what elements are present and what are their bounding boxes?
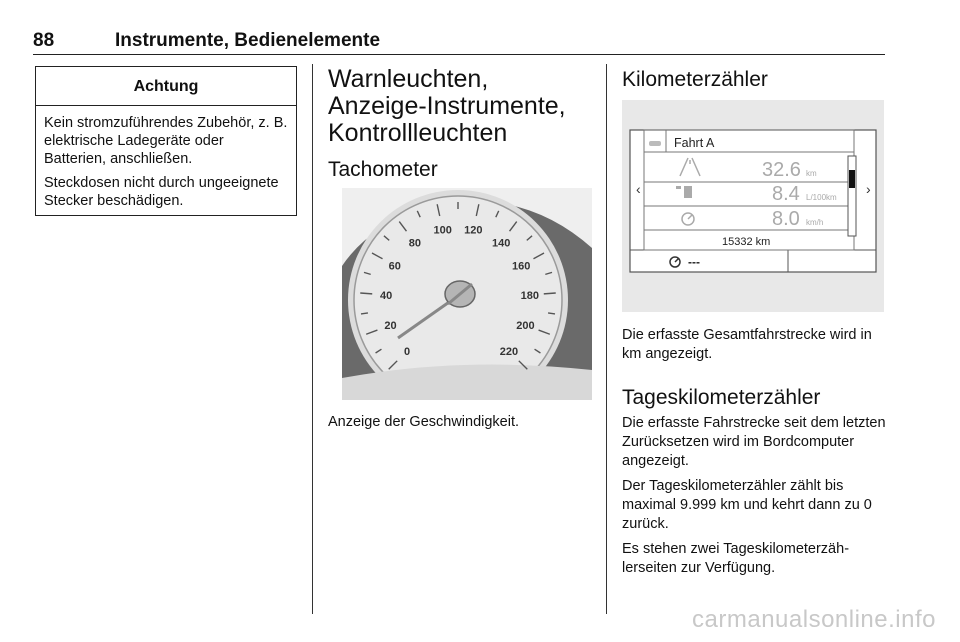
section-heading-line-3: Kontrollleuchten (328, 119, 508, 147)
odometer-figure (622, 100, 884, 312)
trip-display (622, 100, 884, 312)
speed-label: 20 (384, 320, 397, 333)
distance-value: 32.6 (762, 159, 801, 181)
page-number: 88 (33, 30, 55, 51)
warning-body (36, 106, 296, 210)
odometer-heading: Kilometerzähler (622, 68, 768, 91)
warning-box (35, 66, 297, 216)
tachometer-heading: Tachometer (328, 158, 438, 181)
trip-paragraph-1: Die erfasste Fahrstrecke seit dem letzten Zurücksetzen wird im Bordcomputer angezeigt. (622, 415, 886, 469)
speed-label: 100 (433, 224, 452, 237)
speed-value: 8.0 (772, 208, 800, 230)
warning-paragraph-1: Kein stromzuführendes Zubehör, z. B. elektrische Ladegeräte oder Batterien, anschließen. (44, 115, 288, 167)
speed-label: 160 (512, 260, 531, 273)
section-heading-line-2: Anzeige-Instrumente, (328, 92, 566, 120)
trip-paragraph-3: Es stehen zwei Tageskilometerzählerseiten zur Verfügung. (622, 541, 850, 576)
column-divider-2 (606, 64, 607, 614)
tachometer-caption: Anzeige der Geschwindigkeit. (328, 414, 520, 430)
speed-label: 60 (388, 260, 401, 273)
section-heading-line-1: Warnleuchten, (328, 65, 489, 93)
car-icon (649, 141, 661, 146)
consumption-unit: L/100km (806, 193, 837, 202)
major-tick (360, 293, 372, 294)
section-heading (328, 66, 598, 147)
speed-unit: km/h (806, 218, 824, 227)
speedometer-figure (342, 188, 592, 400)
odometer-value: 15332 km (722, 236, 771, 248)
speed-label: 200 (516, 320, 535, 333)
speedometer-image (342, 188, 592, 400)
warning-title: Achtung (36, 67, 296, 106)
consumption-value: 8.4 (772, 183, 800, 205)
odometer-description: Die erfasste Gesamtfahrstrecke wird in km angezeigt. (622, 327, 872, 362)
trip-paragraph-2: Der Tageskilometerzähler zählt bis maximal 9.999 km und kehrt dann zu 0 zurück. (622, 478, 872, 532)
speed-label: 80 (408, 237, 421, 250)
chevron-right-icon: › (866, 181, 871, 197)
running-title: Instrumente, Bedienelemente (115, 30, 381, 51)
speed-label: 40 (380, 289, 393, 302)
minor-tick (548, 313, 555, 314)
speed-label: 220 (499, 345, 519, 358)
trip-odometer-heading: Tageskilometerzähler (622, 386, 821, 409)
trip-odometer-text (622, 414, 890, 584)
trip-title: Fahrt A (674, 136, 715, 150)
warning-paragraph-2: Steckdosen nicht durch ungeeignete Stecker beschädigen. (44, 175, 279, 209)
minor-tick (361, 313, 368, 314)
speed-label: 140 (491, 237, 511, 250)
bottom-value: --- (688, 255, 700, 269)
distance-unit: km (806, 169, 817, 178)
major-tick (544, 293, 556, 294)
speed-label: 180 (520, 289, 539, 302)
speed-label: 0 (404, 345, 411, 358)
speed-label: 120 (464, 224, 483, 237)
watermark: carmanualsonline.info (692, 606, 936, 633)
chevron-left-icon: ‹ (636, 181, 641, 197)
page-header (33, 26, 885, 55)
column-divider-1 (312, 64, 313, 614)
